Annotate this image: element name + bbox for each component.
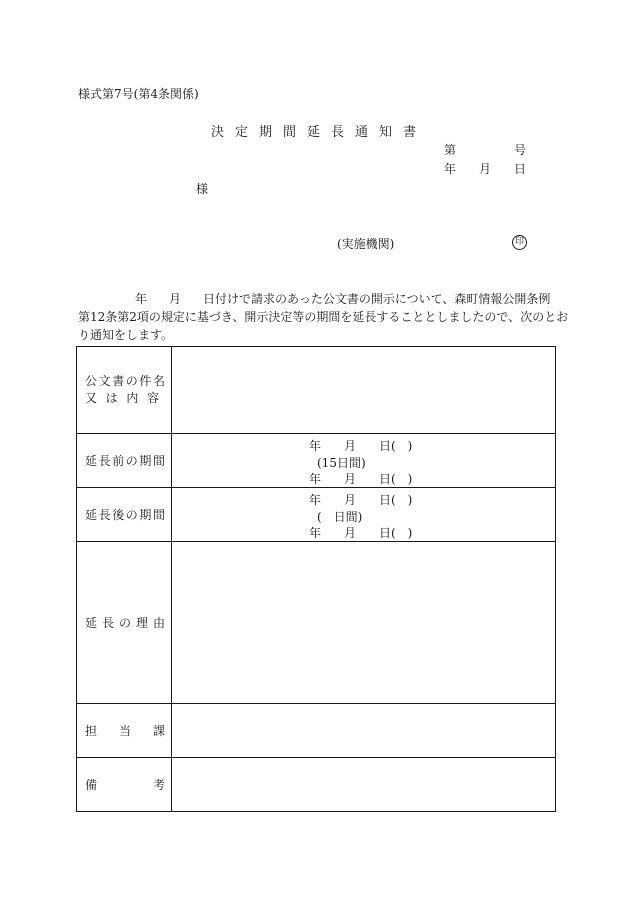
after-label-char: の (125, 508, 138, 522)
agency-label: (実施機関) (337, 237, 395, 251)
label-before-period (77, 434, 172, 488)
notice-body (78, 290, 578, 344)
row-remarks (77, 758, 556, 812)
before-label-char: 長 (98, 454, 111, 468)
after-label-char: 長 (98, 508, 111, 522)
document-name-label-char: 文 (98, 374, 111, 388)
document-name-label-char: 書 (112, 374, 125, 388)
before-label-char: 期 (139, 454, 152, 468)
notice-line-3: り通知をします。 (78, 328, 174, 342)
before-label-char: 前 (112, 454, 125, 468)
before-label-char: の (125, 454, 138, 468)
department-label-char: 課 (152, 724, 165, 738)
after-end-year: 年 (309, 525, 322, 540)
value-before-period[interactable] (172, 434, 556, 488)
reason-label-char: 延 (85, 616, 98, 630)
document-name-label-char: 公 (85, 374, 98, 388)
document-name-label-char: の (125, 374, 138, 388)
after-end-day: 日( ) (379, 525, 413, 540)
after-duration: ( 日間) (317, 509, 363, 524)
value-reason[interactable] (172, 542, 556, 704)
reason-label-char: 理 (135, 616, 148, 630)
value-document-name[interactable] (172, 347, 556, 434)
label-document-name-line1 (85, 373, 165, 390)
before-end-year: 年 (309, 471, 322, 486)
department-label-char: 当 (118, 724, 131, 738)
before-end-month: 月 (344, 471, 357, 486)
document-name-label-char: 又 (85, 391, 98, 405)
after-label-char: 間 (152, 508, 165, 522)
after-start-year: 年 (309, 492, 322, 507)
label-department (77, 704, 172, 758)
reason-label-char: の (118, 616, 131, 630)
date-day: 日 (514, 162, 527, 176)
reason-label-char: 長 (101, 616, 114, 630)
row-before-period (77, 434, 556, 488)
remarks-label-char: 考 (152, 778, 165, 792)
document-name-label-char: 内 (126, 391, 139, 405)
document-title: 決定期間延長通知書 (211, 125, 428, 140)
document-name-label-char: 容 (146, 391, 159, 405)
doc-number-suffix: 号 (514, 143, 527, 157)
label-document-name (77, 347, 172, 434)
document-name-label-char: 件 (139, 374, 152, 388)
reason-label-char: 由 (152, 616, 165, 630)
seal-mark: 印 (512, 235, 527, 250)
label-reason (77, 542, 172, 704)
before-label-char: 間 (152, 454, 165, 468)
document-name-label-char: 名 (152, 374, 165, 388)
form-number: 様式第7号(第4条関係) (78, 87, 199, 101)
department-label-char: 担 (85, 724, 98, 738)
body-year: 年 (135, 292, 148, 306)
body-line1-text: 日付けで請求のあった公文書の開示について、森町情報公開条例 (203, 292, 551, 306)
notice-line-1 (78, 290, 578, 308)
value-department[interactable] (172, 704, 556, 758)
label-after-period (77, 488, 172, 542)
after-end-month: 月 (344, 525, 357, 540)
row-after-period (77, 488, 556, 542)
before-end-day: 日( ) (379, 471, 413, 486)
remarks-label-char: 備 (85, 778, 98, 792)
before-label-char: 延 (85, 454, 98, 468)
body-month: 月 (169, 292, 182, 306)
label-remarks (77, 758, 172, 812)
date-month: 月 (479, 162, 492, 176)
after-start-day: 日( ) (379, 492, 413, 507)
row-document-name (77, 347, 556, 434)
value-remarks[interactable] (172, 758, 556, 812)
after-label-char: 後 (112, 508, 125, 522)
label-document-name-line2 (85, 390, 165, 407)
date-year: 年 (444, 162, 457, 176)
doc-number-prefix: 第 (444, 143, 457, 157)
document-name-label-char: は (105, 391, 118, 405)
row-department (77, 704, 556, 758)
notice-table (76, 346, 556, 812)
row-reason (77, 542, 556, 704)
after-label-char: 期 (139, 508, 152, 522)
before-start-year: 年 (309, 438, 322, 453)
before-duration: (15日間) (317, 455, 366, 470)
before-start-day: 日( ) (379, 438, 413, 453)
notice-line-2: 第12条第2項の規定に基づき、開示決定等の期間を延長することとしましたので、次のとお (78, 310, 569, 324)
after-label-char: 延 (85, 508, 98, 522)
value-after-period[interactable] (172, 488, 556, 542)
before-start-month: 月 (344, 438, 357, 453)
addressee-suffix: 様 (196, 182, 209, 196)
after-start-month: 月 (344, 492, 357, 507)
